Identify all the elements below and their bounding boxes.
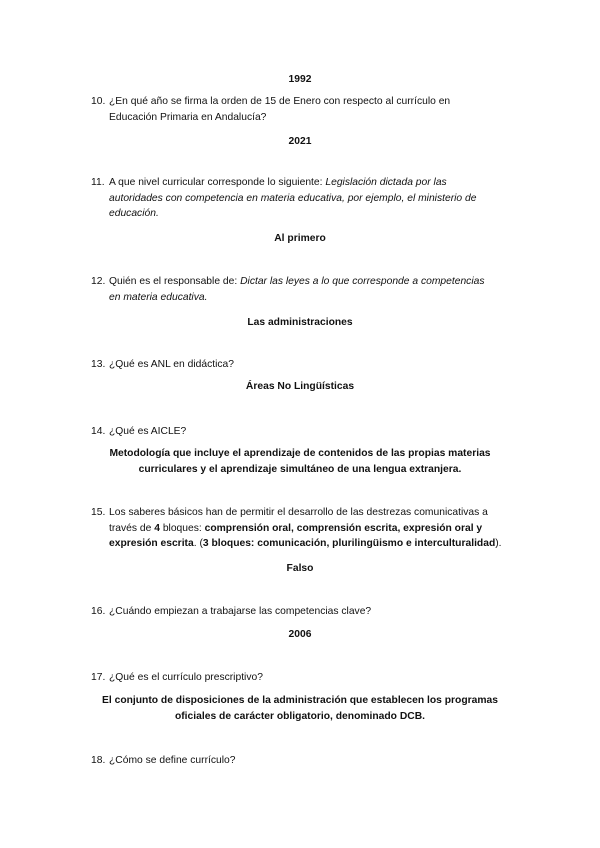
question-italic-line: educación. xyxy=(109,208,159,219)
question-number: 15. xyxy=(91,507,106,518)
question-10 xyxy=(91,94,531,125)
question-15 xyxy=(91,505,531,552)
question-text: través de xyxy=(109,522,155,534)
question-text-line: Educación Primaria en Andalucía? xyxy=(109,111,267,123)
question-text-line xyxy=(109,274,531,290)
question-17 xyxy=(91,670,531,686)
answer-17-line: El conjunto de disposiciones de la administración que establecen los programas xyxy=(102,695,498,706)
question-text-line xyxy=(109,536,531,552)
question-number: 18. xyxy=(91,755,106,766)
question-text-line: ¿En qué año se firma la orden de 15 de Enero con respecto al currículo en xyxy=(109,96,451,107)
question-text-line: ¿Qué es el currículo prescriptivo? xyxy=(109,672,263,683)
answer-13: Áreas No Lingüísticas xyxy=(245,381,355,392)
answer-17-line: oficiales de carácter obligatorio, denominado DCB. xyxy=(174,711,426,722)
question-11 xyxy=(91,175,531,222)
question-text-line: Los saberes básicos han de permitir el desarrollo de las destrezas comunicativas a xyxy=(109,507,488,518)
answer-12: Las administraciones xyxy=(247,317,353,328)
question-italic-text: Legislación dictada por las xyxy=(325,177,447,188)
question-text: . ( xyxy=(193,538,203,549)
question-number: 17. xyxy=(91,672,106,683)
question-number: 16. xyxy=(91,606,106,617)
question-text: Quién es el responsable de: xyxy=(109,276,241,287)
answer-14-line: Metodología que incluye el aprendizaje de contenidos de las propias materias xyxy=(109,448,491,459)
question-18 xyxy=(91,753,531,769)
question-text: ). xyxy=(495,538,502,549)
question-12 xyxy=(91,274,531,305)
question-13 xyxy=(91,357,531,373)
question-text-line: ¿Cómo se define currículo? xyxy=(109,755,236,766)
question-text-line: ¿Qué es AICLE? xyxy=(109,426,187,437)
answer-15: Falso xyxy=(286,563,314,574)
question-16 xyxy=(91,604,531,620)
question-italic-text: Dictar las leyes a lo que corresponde a competencias xyxy=(240,276,485,287)
question-text-line: ¿Qué es ANL en didáctica? xyxy=(109,359,234,370)
question-number: 10. xyxy=(91,96,106,107)
question-14 xyxy=(91,424,531,440)
question-bold-text: comprensión oral, comprensión escrita, expresión oral y xyxy=(204,522,483,534)
question-text-line: ¿Cuándo empiezan a trabajarse las competencias clave? xyxy=(109,606,372,617)
question-text: bloques: xyxy=(159,522,205,534)
answer-16: 2006 xyxy=(288,629,312,640)
question-bold-text: 4 xyxy=(154,522,160,534)
answer-9: 1992 xyxy=(288,74,312,85)
question-text-line xyxy=(109,175,531,191)
question-number: 11. xyxy=(91,177,105,188)
question-number: 13. xyxy=(91,359,106,370)
question-number: 14. xyxy=(91,426,106,437)
question-bold-text: 3 bloques: comunicación, plurilingüismo e interculturalidad xyxy=(202,538,496,549)
question-italic-line: en materia educativa. xyxy=(109,291,208,303)
answer-11: Al primero xyxy=(274,233,326,244)
question-number: 12. xyxy=(91,276,106,287)
question-text: A que nivel curricular corresponde lo siguiente: xyxy=(109,177,326,188)
question-italic-line: autoridades con competencia en materia educativa, por ejemplo, el ministerio de xyxy=(109,192,477,204)
answer-10: 2021 xyxy=(288,136,312,147)
question-bold-text: expresión escrita xyxy=(109,538,194,549)
question-text-line xyxy=(109,521,531,537)
answer-14-line: curriculares y el aprendizaje simultáneo de una lengua extranjera. xyxy=(138,464,462,475)
